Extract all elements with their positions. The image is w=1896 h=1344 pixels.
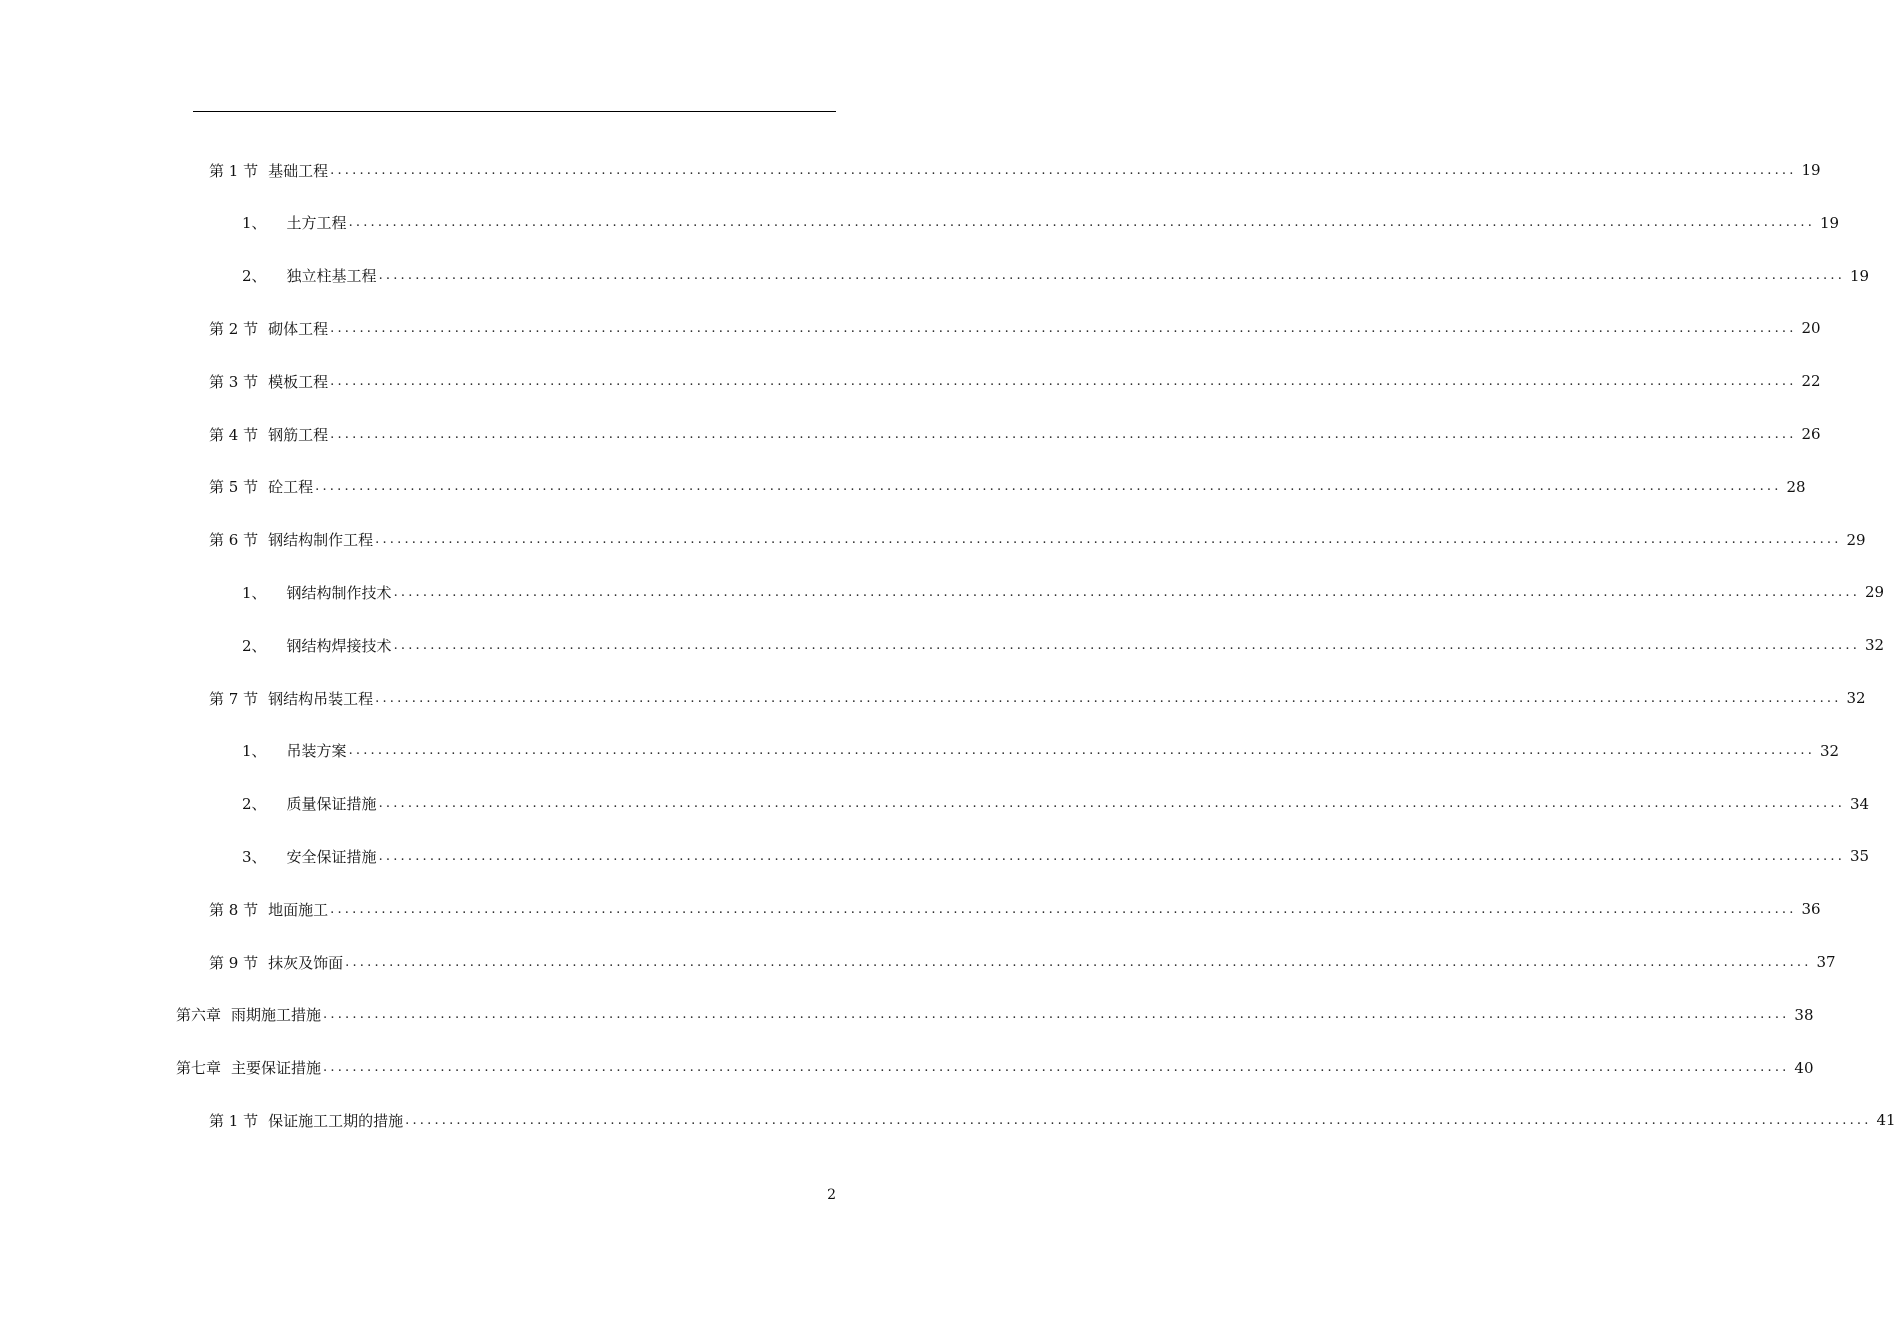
toc-entry-number: 第 8 节 (209, 900, 259, 919)
toc-dot-leader: ........................................................................................................................................................................................................ (330, 320, 1797, 336)
toc-entry-page: 40 (1794, 1058, 1814, 1077)
toc-dot-leader: ........................................................................................................................................................................................................ (375, 532, 1842, 548)
toc-dot-leader: ........................................................................................................................................................................................................ (330, 162, 1797, 178)
toc-entry[interactable] (209, 883, 1821, 935)
toc-entry[interactable] (242, 197, 1840, 249)
toc-entry-number: 第 7 节 (209, 689, 259, 708)
toc-entry[interactable] (176, 1042, 1814, 1094)
toc-entry-number: 第 5 节 (209, 478, 259, 497)
toc-entry-page: 35 (1849, 847, 1870, 866)
toc-entry[interactable] (242, 778, 1870, 830)
toc-entry-title: 钢筋工程 (268, 425, 329, 444)
toc-dot-leader: ........................................................................................................................................................................................................ (375, 690, 1842, 706)
toc-dot-leader: ........................................................................................................................................................................................................ (393, 584, 1861, 600)
toc-entry-number: 第 9 节 (209, 953, 259, 972)
toc-entry[interactable] (176, 989, 1814, 1041)
toc-entry-title: 吊装方案 (286, 742, 347, 761)
toc-entry-page: 20 (1801, 319, 1821, 338)
toc-entry-title: 地面施工 (268, 900, 329, 919)
toc-entry-number: 第 3 节 (209, 372, 259, 391)
toc-entry-number: 1、 (242, 742, 267, 761)
toc-entry[interactable] (209, 302, 1821, 354)
toc-entry[interactable] (209, 461, 1806, 513)
toc-entry-page: 19 (1819, 213, 1840, 232)
toc-entry-number: 第 2 节 (209, 319, 259, 338)
toc-dot-leader: ........................................................................................................................................................................................................ (378, 848, 1846, 864)
toc-entry-title: 土方工程 (286, 214, 347, 233)
toc-dot-leader: ........................................................................................................................................................................................................ (345, 954, 1812, 970)
toc-entry-page: 19 (1849, 266, 1870, 285)
toc-entry-number: 1、 (242, 583, 267, 602)
toc-entry-page: 29 (1864, 583, 1885, 602)
toc-dot-leader: ........................................................................................................................................................................................................ (315, 479, 1782, 495)
toc-dot-leader: ........................................................................................................................................................................................................ (393, 637, 1861, 653)
page-number: 2 (827, 1187, 836, 1203)
toc-dot-leader: ........................................................................................................................................................................................................ (348, 743, 1816, 759)
toc-entry[interactable] (242, 566, 1885, 618)
toc-entry-page: 28 (1786, 477, 1806, 496)
toc-entry-title: 保证施工工期的措施 (268, 1111, 404, 1130)
toc-dot-leader: ........................................................................................................................................................................................................ (405, 1112, 1872, 1128)
toc-entry[interactable] (209, 408, 1821, 460)
toc-dot-leader: ........................................................................................................................................................................................................ (330, 901, 1797, 917)
toc-dot-leader: ........................................................................................................................................................................................................ (330, 373, 1797, 389)
toc-entry-title: 钢结构吊装工程 (268, 689, 374, 708)
toc-entry-title: 模板工程 (268, 372, 329, 391)
toc-entry-number: 2、 (242, 267, 267, 286)
toc-entry[interactable] (209, 1094, 1896, 1146)
toc-dot-leader: ........................................................................................................................................................................................................ (378, 268, 1846, 284)
toc-entry-title: 抹灰及饰面 (268, 953, 344, 972)
toc-entry[interactable] (209, 936, 1836, 988)
toc-entry-page: 37 (1816, 953, 1836, 971)
toc-entry-title: 砌体工程 (268, 319, 329, 338)
toc-entry-number: 1、 (242, 214, 267, 233)
toc-entry-page: 41 (1876, 1111, 1896, 1130)
toc-entry-page: 32 (1846, 689, 1866, 707)
toc-entry-number: 第七章 (176, 1059, 222, 1078)
toc-entry-page: 34 (1849, 794, 1870, 813)
toc-entry-number: 2、 (242, 795, 267, 814)
toc-entry-title: 主要保证措施 (231, 1059, 322, 1078)
toc-entry-page: 22 (1801, 372, 1821, 391)
toc-entry-title: 独立柱基工程 (286, 267, 377, 286)
toc-entry[interactable] (209, 514, 1866, 566)
toc-entry-number: 3、 (242, 847, 267, 866)
toc-entry-title: 钢结构焊接技术 (286, 636, 392, 655)
toc-entry-number: 第 6 节 (209, 531, 259, 550)
toc-entry[interactable] (209, 672, 1866, 724)
toc-dot-leader: ........................................................................................................................................................................................................ (348, 215, 1816, 231)
toc-entry[interactable] (209, 144, 1821, 196)
toc-entry-title: 质量保证措施 (286, 795, 377, 814)
toc-entry-title: 安全保证措施 (286, 847, 377, 866)
toc-entry[interactable] (242, 725, 1840, 777)
toc-entry-page: 32 (1864, 636, 1885, 655)
toc-entry-page: 29 (1846, 530, 1866, 549)
toc-entry-title: 钢结构制作工程 (268, 531, 374, 550)
toc-entry-page: 38 (1794, 1005, 1814, 1024)
toc-dot-leader: ........................................................................................................................................................................................................ (323, 1060, 1790, 1076)
toc-entry[interactable] (242, 250, 1870, 302)
toc-dot-leader: ........................................................................................................................................................................................................ (378, 796, 1846, 812)
toc-entry-page: 19 (1801, 161, 1821, 179)
toc-entry-title: 钢结构制作技术 (286, 583, 392, 602)
toc-entry-title: 雨期施工措施 (231, 1006, 322, 1025)
toc-entry-page: 26 (1801, 425, 1821, 443)
toc-entry-number: 2、 (242, 636, 267, 655)
toc-dot-leader: ........................................................................................................................................................................................................ (323, 1007, 1790, 1023)
toc-entry-title: 基础工程 (268, 161, 329, 180)
toc-entry[interactable] (242, 619, 1885, 671)
header-rule (193, 111, 836, 112)
toc-entry[interactable] (242, 830, 1870, 882)
toc-dot-leader: ........................................................................................................................................................................................................ (330, 426, 1797, 442)
toc-entry-page: 32 (1819, 741, 1840, 760)
toc-entry-number: 第 1 节 (209, 1111, 259, 1130)
toc-entry-number: 第六章 (176, 1006, 222, 1025)
toc-entry-number: 第 4 节 (209, 425, 259, 444)
toc-entry-number: 第 1 节 (209, 161, 259, 180)
toc-entry[interactable] (209, 355, 1821, 407)
toc-entry-page: 36 (1801, 900, 1821, 919)
toc-entry-title: 砼工程 (268, 478, 314, 497)
